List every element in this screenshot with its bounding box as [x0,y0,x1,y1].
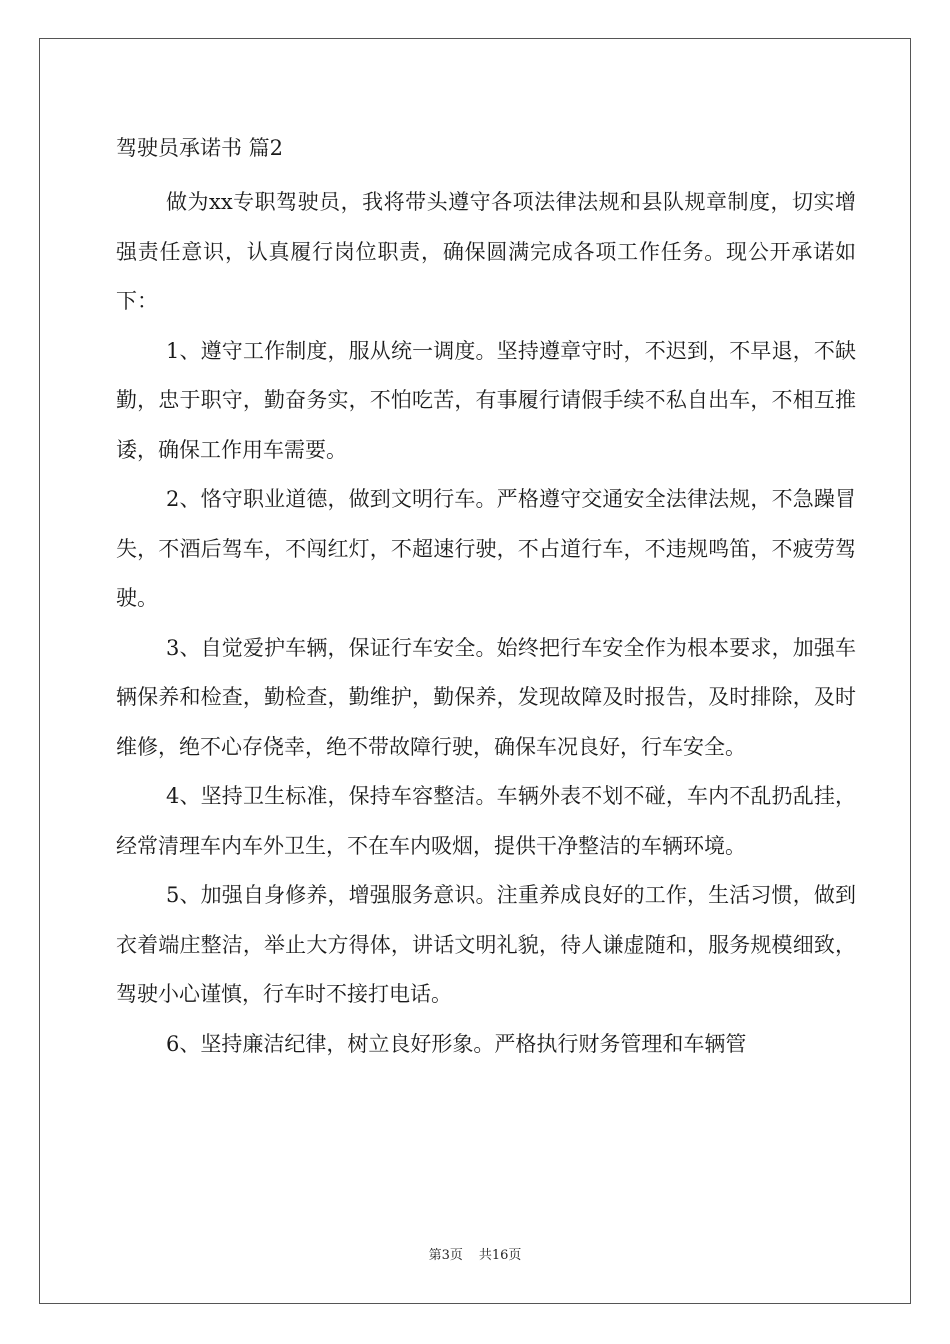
total-pages: 共16页 [478,1248,522,1263]
page-footer [0,1244,950,1263]
intro-paragraph: 做为xx专职驾驶员，我将带头遵守各项法律法规和县队规章制度，切实增强责任意识，认真履行岗位职责，确保圆满完成各项工作任务。现公开承诺如下： [116,190,856,313]
commitment-item-1: 1、遵守工作制度，服从统一调度。坚持遵章守时，不迟到，不早退，不缺勤，忠于职守，勤奋务实，不怕吃苦，有事履行请假手续不私自出车，不相互推诿，确保工作用车需要。 [116,338,856,462]
commitment-item-5: 5、加强自身修养，增强服务意识。注重养成良好的工作，生活习惯，做到衣着端庄整洁，举止大方得体，讲话文明礼貌，待人谦虚随和，服务规模细致，驾驶小心谨慎，行车时不接打电话。 [116,883,856,1006]
commitment-item-4: 4、坚持卫生标准，保持车容整洁。车辆外表不划不碰，车内不乱扔乱挂，经常清理车内车外卫生，不在车内吸烟，提供干净整洁的车辆环境。 [116,784,856,858]
commitment-item-3: 3、自觉爱护车辆，保证行车安全。始终把行车安全作为根本要求，加强车辆保养和检查，勤检查，勤维护，勤保养，发现故障及时报告，及时排除，及时维修，绝不心存侥幸，绝不带故障行驶，确保车况良好，行车安全。 [116,635,856,759]
document-body [116,128,856,1069]
page-number: 第3页 [428,1248,463,1263]
commitment-item-2: 2、恪守职业道德，做到文明行车。严格遵守交通安全法律法规，不急躁冒失，不酒后驾车，不闯红灯，不超速行驶，不占道行车，不违规鸣笛，不疲劳驾驶。 [116,487,856,610]
commitment-item-6: 6、坚持廉洁纪律，树立良好形象。严格执行财务管理和车辆管 [166,1031,747,1056]
document-title: 驾驶员承诺书 篇2 [116,136,284,160]
